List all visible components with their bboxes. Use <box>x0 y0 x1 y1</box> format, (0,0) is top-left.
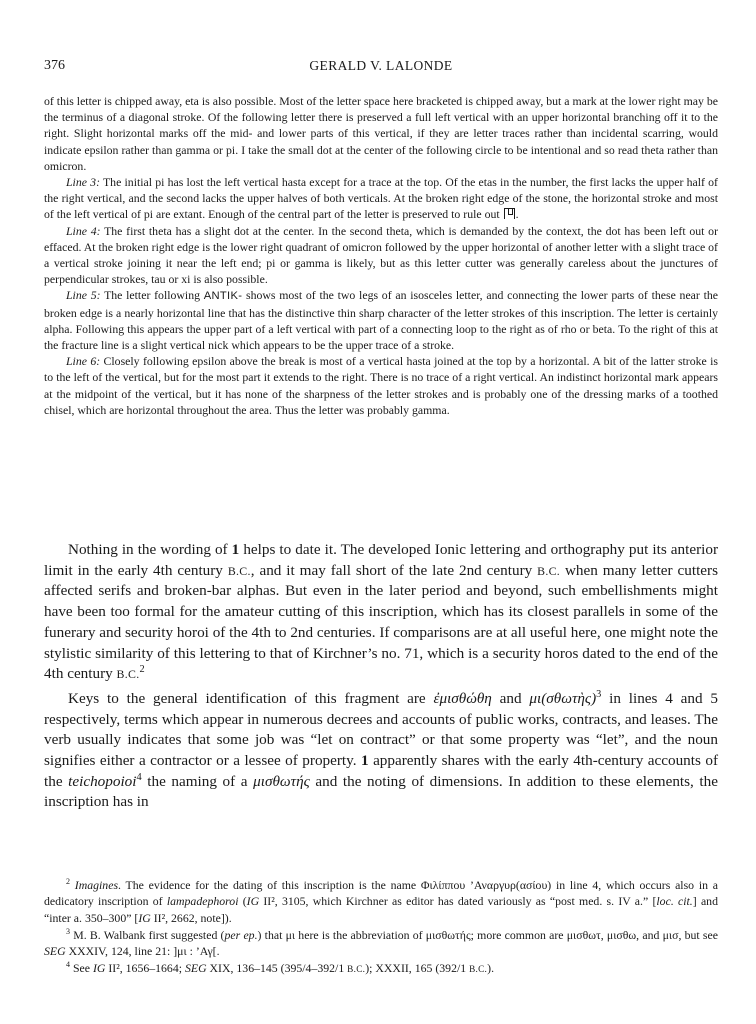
note-label: Line 3: <box>66 175 100 190</box>
inscription-text: ANTIK- <box>203 290 243 303</box>
inscription-letter-glyph <box>504 208 515 219</box>
page-header <box>44 58 718 78</box>
inscription-number: 1 <box>231 541 240 558</box>
footnote-3: $^3$ M. B. Walbank first suggested (per ep.) that μι here is the abbreviation of μισθωτής; more common are μισθωτ, μισθω, and μισ, but see SEG XXXIV, 124, line 21: ]μι : ’Αγ[. <box>44 926 718 959</box>
greek-term: μισθωτής <box>253 772 310 790</box>
note-label: Line 6: <box>66 354 101 369</box>
page-number: 376 <box>44 58 65 73</box>
footnote-ref[interactable]: 2 <box>139 664 145 676</box>
footnote-2: $^2$ Imagines. The evidence for the dating of this inscription is the name Φιλίππου ’Αναργυρ(ασίου) in line 4, which occurs also in a dedicatory inscription of lampadephoroi (IG II², 3105, which Kirchner as editor has dated variously as “post med. s. IV a.” [loc. cit.] and “inter a. 350–300” [IG II², 2662, note]). <box>44 877 718 925</box>
greek-term: μι(σθωτὴς) <box>529 689 597 707</box>
body-paragraph-1: Nothing in the wording of 1 helps to date it. The developed Ionic lettering and orthography put its anterior limit in the early 4th century B.C., and it may fall short of the late 2nd century B.C. when many letter cutters affected serifs and broken-bar alphas. But even in the later period and beyond, such embellishments might have been too formal for the amateur cutting of this inscription, which has its closest parallels in some of the funerary and security horoi of the 4th to 2nd centuries. If comparisons are at all useful here, one might note the stylistic similarity of this lettering to that of Kirchner’s no. 71, which is a security horos dated to the end of the 4th century B.C.$^2$ <box>44 541 719 683</box>
note-label: Line 4: <box>66 223 101 238</box>
greek-term: ἐμισθώθη <box>433 689 492 707</box>
main-text <box>44 540 718 817</box>
footnote-ref[interactable]: 4 <box>136 771 142 783</box>
epigraphic-notes <box>44 93 718 418</box>
body-paragraph-2: Keys to the general identification of this fragment are ἐμισθώθη and μι(σθωτὴς)$^3$ in lines 4 and 5 respectively, terms which appear in numerous decrees and accounts of public works, contracts, and leases. The verb usually indicates that some job was “let on contract” or that some property was “let”, and the noun signifies either a contractor or a lessee of property. 1 apparently shares with the early 4th-century accounts of the teichopoioi$^4$ the naming of a μισθωτής and the noting of dimensions. In addition to these elements, the inscription has in <box>44 688 719 811</box>
note-line-5: Line 5: The letter following ANTIK- shows most of the two legs of an isosceles letter, and connecting the lower parts of these near the broken edge is a nearly horizontal line that has the distinctive thin sharp character of the letter strokes of this inscription. The letter is certainly alpha. Following this appears the upper part of a left vertical with part of a connecting loop to the right as of rho or beta. To the right of this at the fracture line is a slight vertical nick which appears to be the upper trace of a stroke. <box>44 288 718 353</box>
note-label: Line 5: <box>66 288 101 303</box>
note-line-6: Line 6: Closely following epsilon above the break is most of a vertical hasta joined at the top by a horizontal. A bit of the latter stroke is to the left of the vertical, but for the most part it extends to the right. There is no trace of a right vertical. An indistinct horizontal mark appears at the midpoint of the vertical, but it has none of the sharpness of the letter strokes and is probably one of the dressing marks of a toothed chisel, which are horizontal throughout the area. Thus the letter was probably gamma. <box>44 354 719 417</box>
note-line-4: Line 4: The first theta has a slight dot at the center. In the second theta, which is demanded by the context, the dot has been left out or effaced. At the broken right edge is the lower right quadrant of omicron followed by the upper horizontal of another letter with a slight trace of a vertical stroke joining it near the left end; pi or gamma is likely, but as this letter cutter was generally careless about the junctures of perpendicular strokes, tau or xi is also possible. <box>44 223 718 287</box>
inscription-number: 1 <box>361 752 369 770</box>
note-line-3: Line 3: The initial pi has lost the left vertical hasta except for a trace at the top. Of the etas in the number, the first lacks the upper half of the right vertical, and the second lacks the upper halves of both verticals. At the broken right edge of the stone, the horizontal stroke and most of the left vertical of pi are extant. Enough of the central part of the letter is preserved to rule out . <box>44 175 718 222</box>
footnote-4: $^4$ See IG II², 1656–1664; SEG XIX, 136–145 (395/4–392/1 B.C.); XXXII, 165 (392/1 B.C.). <box>66 960 495 976</box>
running-title: GERALD V. LALONDE <box>309 58 453 73</box>
footnote-ref[interactable]: 3 <box>596 688 602 700</box>
note-continuation: of this letter is chipped away, eta is also possible. Most of the letter space here bracketed is chipped away, but a mark at the lower right may be the terminus of a diagonal stroke. Of the following letter there is preserved a full left vertical with an upper horizontal branching off it to the right. Slight horizontal marks off the mid- and lower parts of this vertical, if they are letter traces rather than incidental scarring, would indicate epsilon rather than gamma or pi. I take the small dot at the center of the following circle to be intentional and so read theta rather than omicron. <box>44 94 718 173</box>
footnotes <box>44 877 718 979</box>
